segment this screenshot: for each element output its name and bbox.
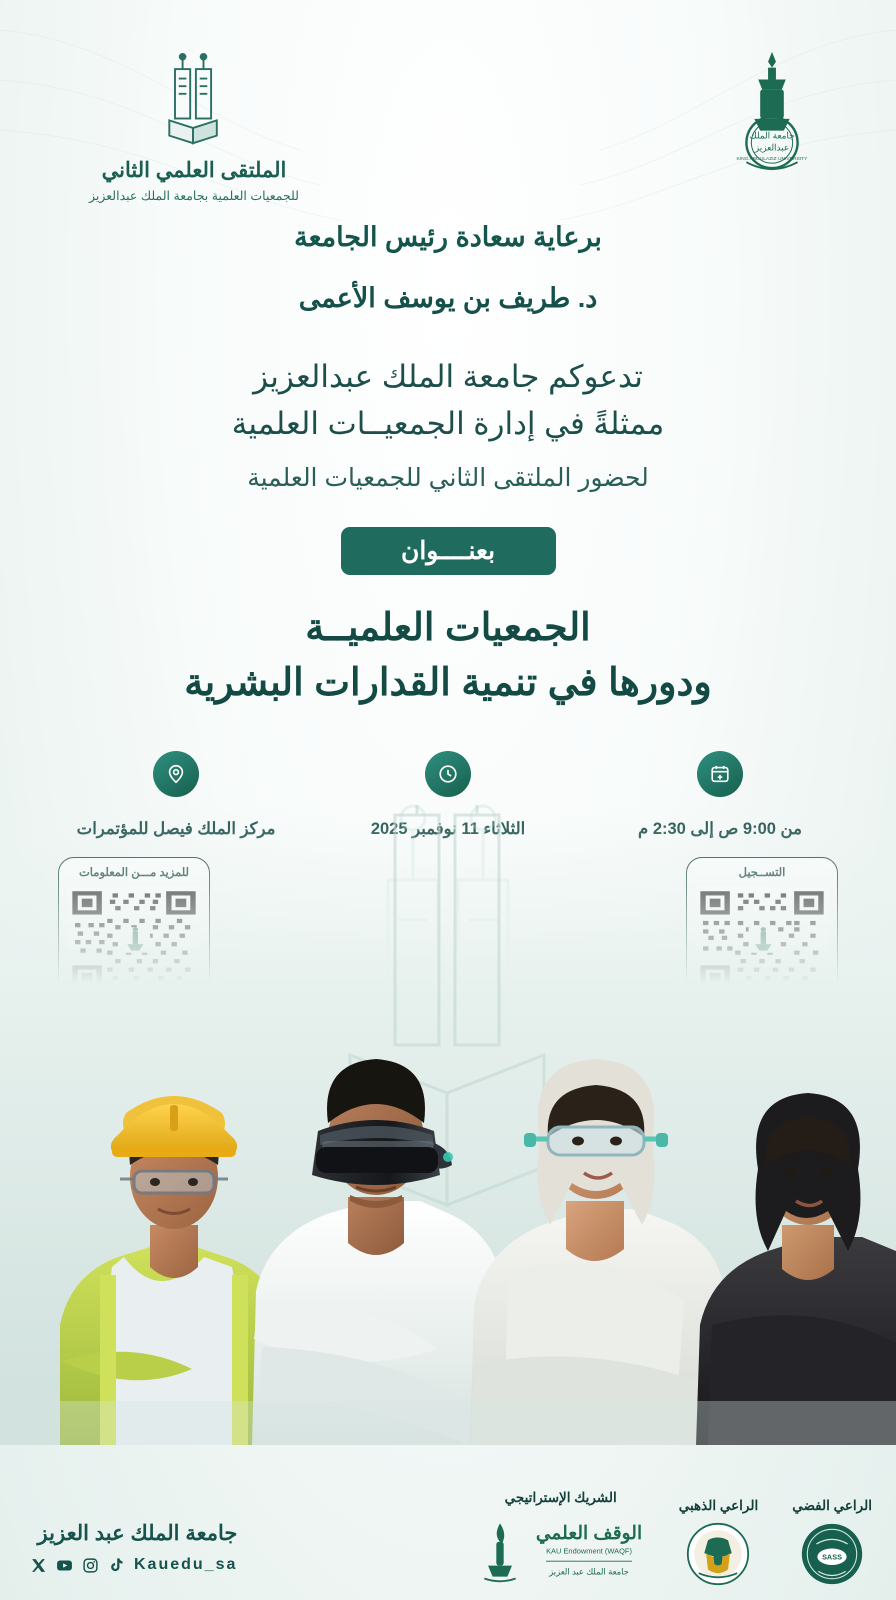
university-logo xyxy=(702,46,842,179)
sponsor-strategic xyxy=(477,1490,645,1586)
sponsor-gold xyxy=(679,1498,759,1586)
instagram-icon[interactable] xyxy=(82,1557,99,1574)
sponsor-gold-logos xyxy=(679,1522,759,1586)
kau-logo-icon xyxy=(477,1517,523,1583)
invitation-text xyxy=(40,354,856,447)
footer xyxy=(0,1442,896,1600)
page-title xyxy=(40,601,856,711)
event-logo-title: الملتقى العلمي الثاني xyxy=(101,159,287,182)
people-photo xyxy=(0,805,896,1445)
sponsors xyxy=(477,1490,872,1586)
youtube-icon[interactable] xyxy=(56,1557,73,1574)
tiktok-icon[interactable] xyxy=(108,1557,125,1574)
title-pill: بعنــــوان xyxy=(341,527,556,575)
event-logo xyxy=(44,52,344,203)
svg-text:عبدالعزيز: عبدالعزيز xyxy=(754,142,790,153)
header xyxy=(0,0,896,210)
sponsor-strategic-logos xyxy=(477,1514,645,1586)
sponsor-silver-label: الراعي الفضي xyxy=(792,1498,872,1513)
book-tower-logo-icon xyxy=(134,52,254,147)
main-title-line-2: ودورها في تنمية القدارات البشرية xyxy=(184,662,712,705)
sponsor-strategic-label: الشريك الإستراتيجي xyxy=(504,1490,617,1505)
clock-icon xyxy=(425,751,471,797)
event-logo-subtitle: للجمعيات العلمية بجامعة الملك عبدالعزيز xyxy=(88,189,299,203)
svg-text:KING ABDULAZIZ UNIVERSITY: KING ABDULAZIZ UNIVERSITY xyxy=(736,157,808,163)
svg-text:جامعة الملك: جامعة الملك xyxy=(749,130,795,141)
sponsor-silver xyxy=(792,1498,872,1586)
main-title-line-1: الجمعيات العلميــة xyxy=(305,607,591,649)
kau-endowment-waqf-logo-icon xyxy=(533,1514,645,1586)
kau-seal-icon xyxy=(702,46,842,174)
saudi-society-gold-logo-icon xyxy=(686,1522,750,1586)
svg-text:الوقف العلمي: الوقف العلمي xyxy=(535,1521,642,1543)
svg-text:KAU Endowment (WAQF): KAU Endowment (WAQF) xyxy=(545,1546,632,1556)
sponsor-gold-label: الراعي الذهبي xyxy=(678,1498,759,1513)
sponsor-silver-logos xyxy=(792,1522,872,1586)
sass-society-silver-logo-icon xyxy=(800,1522,864,1586)
calendar-add-icon xyxy=(697,751,743,797)
x-twitter-icon[interactable] xyxy=(30,1557,47,1574)
invitation-line-2: ممثلةً في إدارة الجمعيــات العلمية xyxy=(231,405,665,441)
social-handle-text[interactable]: Kauedu_sa xyxy=(134,1556,238,1573)
svg-text:جامعة الملك عبد العزيز: جامعة الملك عبد العزيز xyxy=(548,1566,629,1577)
university-name: جامعة الملك عبد العزيز xyxy=(37,1522,238,1545)
invitation-subtitle: لحضور الملتقى الثاني للجمعيات العلمية xyxy=(247,464,649,492)
patron-name: د. طريف بن يوسف الأعمى xyxy=(298,283,598,313)
main-content xyxy=(0,222,896,839)
svg-text:SASS: SASS xyxy=(822,1552,843,1562)
invitation-line-1: تدعوكم جامعة الملك عبدالعزيز xyxy=(253,359,643,394)
patron-label: برعاية سعادة رئيس الجامعة xyxy=(294,222,602,252)
location-pin-icon xyxy=(153,751,199,797)
social-handles[interactable] xyxy=(30,1556,237,1574)
social-block xyxy=(30,1521,237,1574)
